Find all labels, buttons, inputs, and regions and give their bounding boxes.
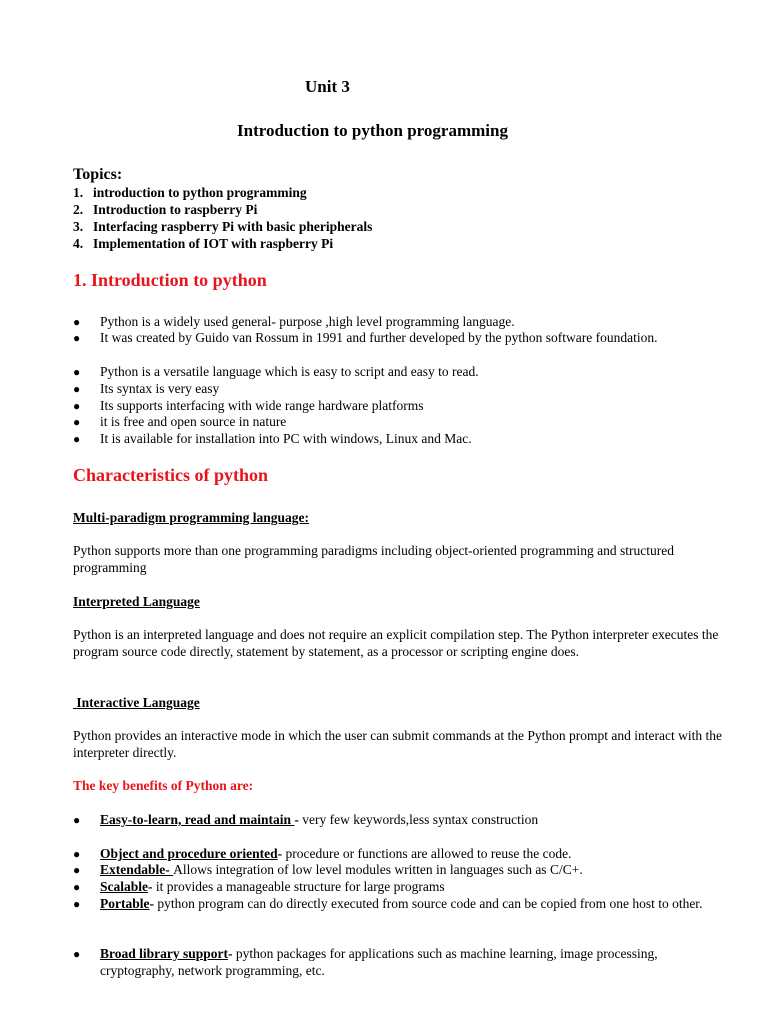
topic-number: 4.	[73, 236, 84, 251]
topic-item	[73, 219, 372, 236]
section-heading-characteristics: Characteristics of python	[73, 465, 268, 485]
topic-item	[73, 236, 333, 253]
bullet-icon: ●	[73, 382, 81, 396]
list-item-text	[100, 946, 680, 979]
benefit-separator: -	[149, 896, 154, 911]
topics-heading: Topics:	[73, 166, 123, 183]
unit-title: Unit 3	[305, 77, 350, 96]
paragraph-multi-paradigm: Python supports more than one programming paradigms including object-oriented programming and structured programming	[73, 543, 674, 575]
list-item	[73, 846, 743, 863]
topic-number: 3.	[73, 219, 84, 234]
subheading-interpreted: Interpreted Language	[73, 594, 200, 609]
list-item	[73, 398, 743, 415]
bullet-icon: ●	[73, 813, 81, 827]
topic-item	[73, 185, 307, 202]
bullet-icon: ●	[73, 365, 81, 379]
subheading-interactive: Interactive Language	[73, 695, 200, 710]
list-item	[73, 414, 743, 431]
benefit-description: it provides a manageable structure for large programs	[152, 879, 445, 894]
benefit-term: Object and procedure oriented	[100, 846, 278, 861]
section-heading-intro: 1. Introduction to python	[73, 270, 267, 290]
benefit-term: Scalable	[100, 879, 149, 894]
list-item	[73, 381, 743, 398]
benefit-description: python packages for applications such as machine learning, image processing, cryptography, network programming, etc.	[100, 946, 658, 978]
subheading-multi-paradigm: Multi-paradigm programming language:	[73, 510, 309, 525]
list-item-text: Python is a versatile language which is easy to script and easy to read.	[100, 364, 479, 379]
list-item-text: Python is a widely used general- purpose ,high level programming language.	[100, 314, 515, 329]
topic-item	[73, 202, 257, 219]
bullet-icon: ●	[73, 847, 81, 861]
topic-number: 1.	[73, 185, 84, 200]
list-item	[73, 330, 743, 347]
paragraph-interactive: Python provides an interactive mode in which the user can submit commands at the Python prompt and interact with the interpreter directly.	[73, 728, 722, 760]
list-item-text: It is available for installation into PC with windows, Linux and Mac.	[100, 431, 472, 446]
bullet-icon: ●	[73, 331, 81, 345]
topic-text: Implementation of IOT with raspberry Pi	[93, 236, 334, 251]
bullet-icon: ●	[73, 947, 81, 961]
benefit-description: procedure or functions are allowed to reuse the code.	[282, 846, 572, 861]
benefits-heading: The key benefits of Python are:	[73, 778, 254, 793]
bullet-icon: ●	[73, 863, 81, 877]
list-item-text	[100, 846, 743, 863]
list-item-text: it is free and open source in nature	[100, 414, 287, 429]
benefit-separator: -	[277, 846, 283, 861]
page-title: Introduction to python programming	[237, 121, 508, 140]
list-item	[73, 879, 743, 896]
topic-text: Interfacing raspberry Pi with basic pheripherals	[93, 219, 373, 234]
paragraph-interpreted: Python is an interpreted language and does not require an explicit compilation step. The Python interpreter executes the program source code directly, statement by statement, as a processor or scripting engine does.	[73, 627, 719, 659]
list-item	[73, 364, 743, 381]
topic-number: 2.	[73, 202, 84, 217]
benefit-term: Easy-to-learn, read and maintain	[100, 812, 295, 827]
list-item-text	[100, 812, 743, 829]
benefit-term: Portable	[100, 896, 150, 911]
list-item	[73, 314, 743, 331]
benefit-description: Allows integration of low level modules written in languages such as C/C+.	[173, 862, 583, 877]
benefit-description: very few keywords,less syntax construction	[298, 812, 539, 827]
list-item-text: It was created by Guido van Rossum in 1991 and further developed by the python software foundation.	[100, 330, 658, 345]
benefit-separator: -	[148, 879, 153, 894]
benefit-separator: -	[294, 812, 299, 827]
bullet-icon: ●	[73, 880, 81, 894]
bullet-icon: ●	[73, 897, 81, 911]
list-item-text	[100, 896, 715, 913]
benefit-term: Broad library support	[100, 946, 229, 961]
list-item	[73, 896, 743, 913]
benefit-separator: -	[228, 946, 233, 961]
bullet-icon: ●	[73, 315, 81, 329]
bullet-icon: ●	[73, 415, 81, 429]
topic-text: introduction to python programming	[93, 185, 307, 200]
list-item	[73, 812, 743, 829]
list-item-text: Its supports interfacing with wide range hardware platforms	[100, 398, 424, 413]
list-item-text: Its syntax is very easy	[100, 381, 220, 396]
list-item	[73, 862, 743, 879]
bullet-icon: ●	[73, 432, 81, 446]
benefit-term: Extendable-	[100, 862, 174, 877]
list-item-text	[100, 862, 743, 879]
bullet-icon: ●	[73, 399, 81, 413]
topic-text: Introduction to raspberry Pi	[93, 202, 258, 217]
list-item-text	[100, 879, 743, 896]
list-item	[73, 431, 743, 448]
benefit-description: python program can do directly executed from source code and can be copied from one host to other.	[154, 896, 703, 911]
list-item	[73, 946, 743, 979]
